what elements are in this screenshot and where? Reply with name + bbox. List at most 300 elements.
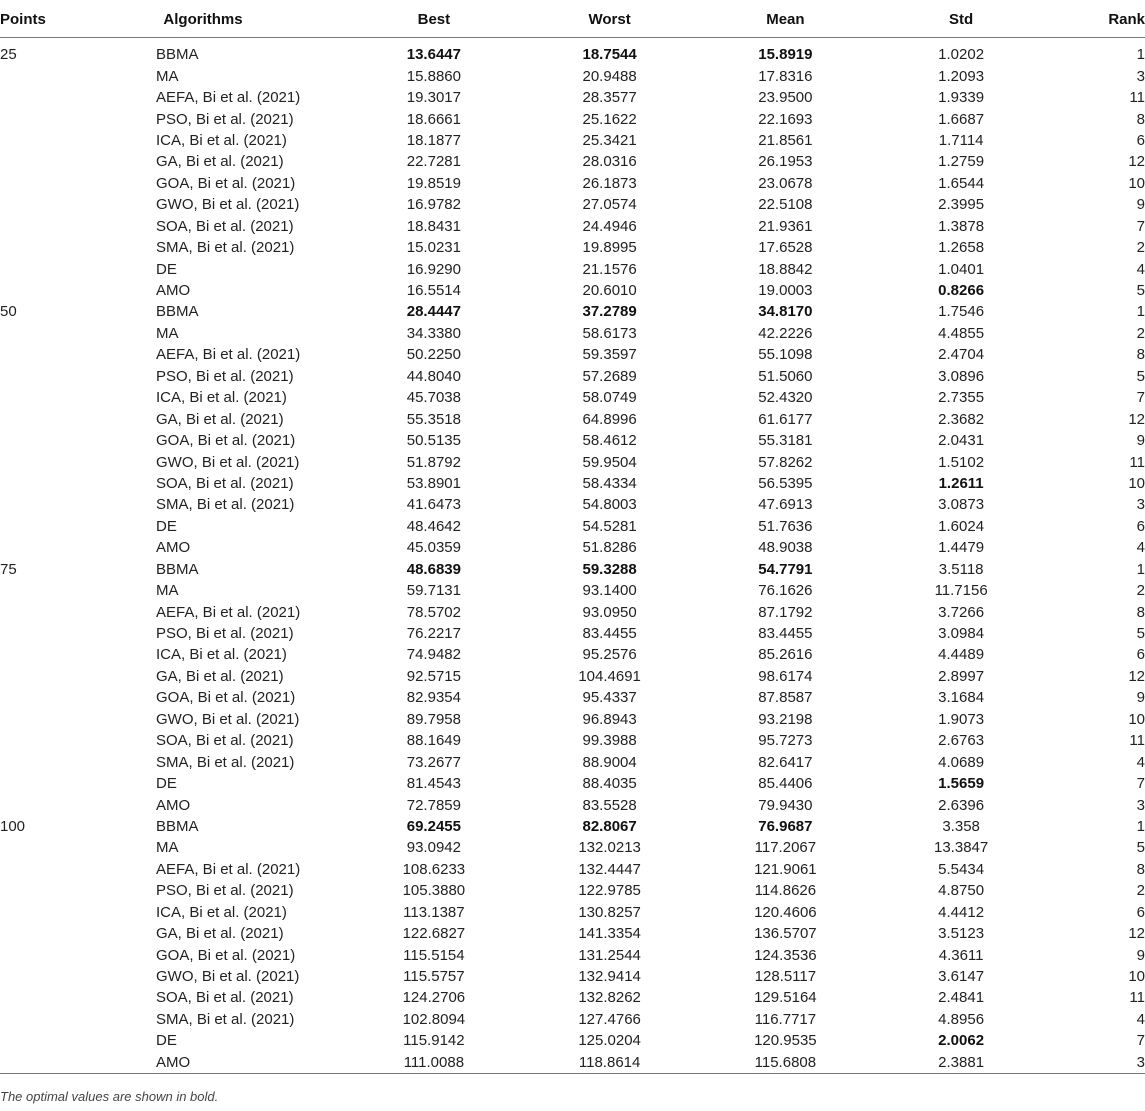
cell-rank: 1 (1136, 303, 1145, 321)
cell-best: 115.5757 (403, 968, 465, 986)
cell-best: 18.1877 (406, 131, 461, 149)
cell-best: 105.3880 (402, 882, 466, 900)
table-row (0, 751, 1145, 772)
header-mean: Mean (698, 5, 874, 38)
table-row (0, 301, 1145, 322)
cell-best: 22.7281 (406, 153, 461, 171)
cell-mean: 34.8170 (758, 303, 813, 321)
cell-std: 3.358 (942, 817, 980, 835)
cell-mean: 87.1792 (758, 603, 813, 621)
cell-mean: 42.2226 (758, 324, 813, 342)
cell-best: 108.6233 (402, 860, 466, 878)
table-row (0, 430, 1145, 451)
cell-algorithm: GWO, Bi et al. (2021) (156, 453, 300, 471)
cell-std: 3.6147 (938, 968, 985, 986)
table-row (0, 944, 1145, 965)
cell-algorithm: GOA, Bi et al. (2021) (156, 174, 296, 192)
cell-points (0, 387, 60, 408)
cell-worst: 88.4035 (582, 775, 637, 793)
cell-algorithm: GOA, Bi et al. (2021) (156, 946, 296, 964)
cell-algorithm: AMO (156, 282, 191, 300)
cell-worst: 104.4691 (578, 667, 641, 685)
table-row (0, 194, 1145, 215)
cell-rank: 7 (1136, 389, 1145, 407)
cell-mean: 98.6174 (758, 667, 813, 685)
cell-mean: 18.8842 (758, 260, 813, 278)
cell-best: 41.6473 (406, 496, 461, 514)
cell-std: 2.3881 (873, 1052, 1049, 1074)
cell-best: 16.9782 (406, 196, 461, 214)
cell-best: 72.7859 (406, 796, 461, 814)
cell-worst: 18.7544 (582, 46, 637, 64)
cell-algorithm: SMA, Bi et al. (2021) (156, 496, 295, 514)
cell-rank: 3 (1136, 796, 1145, 814)
cell-std: 1.0401 (938, 260, 985, 278)
cell-algorithm: MA (156, 67, 179, 85)
cell-best: 93.0942 (406, 839, 461, 857)
table-row (0, 344, 1145, 365)
cell-mean: 47.6913 (758, 496, 813, 514)
cell-points (0, 173, 60, 194)
cell-best: 19.8519 (406, 174, 461, 192)
table-row (0, 559, 1145, 580)
cell-algorithm: BBMA (156, 46, 199, 64)
cell-mean: 85.4406 (758, 775, 813, 793)
cell-points (0, 687, 60, 708)
cell-worst: 54.8003 (582, 496, 637, 514)
cell-points (0, 859, 60, 880)
cell-rank: 12 (1128, 410, 1145, 428)
cell-worst: 122.9785 (578, 882, 641, 900)
cell-algorithm: PSO, Bi et al. (2021) (156, 110, 294, 128)
cell-best: 16.9290 (406, 260, 461, 278)
cell-algorithm: MA (156, 582, 179, 600)
header-best: Best (346, 5, 522, 38)
cell-points (0, 65, 60, 86)
cell-worst: 82.8067 (582, 817, 637, 835)
cell-rank: 3 (1136, 496, 1145, 514)
header-std: Std (873, 5, 1049, 38)
cell-std: 4.3611 (938, 946, 984, 964)
cell-best: 16.5514 (406, 282, 461, 300)
cell-rank: 2 (1136, 582, 1145, 600)
cell-algorithm: GA, Bi et al. (2021) (156, 667, 284, 685)
cell-rank: 8 (1136, 346, 1145, 364)
cell-worst: 59.9504 (582, 453, 637, 471)
cell-worst: 83.5528 (582, 796, 637, 814)
cell-worst: 95.4337 (582, 689, 637, 707)
cell-rank: 6 (1136, 903, 1145, 921)
cell-worst: 59.3288 (582, 560, 637, 578)
cell-mean: 114.8626 (754, 882, 817, 900)
cell-points (0, 794, 60, 815)
cell-mean: 52.4320 (758, 389, 813, 407)
cell-points: 75 (0, 560, 17, 578)
cell-rank: 11 (1129, 732, 1145, 750)
cell-mean: 79.9430 (758, 796, 813, 814)
cell-mean: 117.2067 (754, 839, 817, 857)
cell-best: 82.9354 (406, 689, 461, 707)
cell-points (0, 108, 60, 129)
cell-algorithm: SMA, Bi et al. (2021) (156, 239, 295, 257)
cell-points (0, 130, 60, 151)
cell-std: 1.2658 (938, 239, 985, 257)
cell-std: 2.6396 (938, 796, 985, 814)
cell-worst: 24.4946 (582, 217, 637, 235)
cell-mean: 26.1953 (758, 153, 813, 171)
cell-mean: 87.8587 (758, 689, 813, 707)
cell-mean: 51.7636 (758, 517, 813, 535)
cell-std: 4.4855 (938, 324, 985, 342)
cell-rank: 10 (1128, 710, 1145, 728)
table-row (0, 794, 1145, 815)
cell-std: 4.0689 (938, 753, 985, 771)
cell-worst: 132.4447 (578, 860, 641, 878)
cell-points (0, 1009, 60, 1030)
cell-best: 34.3380 (406, 324, 461, 342)
cell-rank: 4 (1136, 1010, 1145, 1028)
cell-points (0, 366, 60, 387)
cell-rank: 12 (1128, 667, 1145, 685)
cell-rank: 8 (1136, 860, 1145, 878)
table-footnote: The optimal values are shown in bold. (0, 1089, 219, 1104)
cell-worst: 25.1622 (582, 110, 637, 128)
cell-std: 1.5102 (938, 453, 985, 471)
cell-algorithm: AEFA, Bi et al. (2021) (156, 603, 301, 621)
cell-rank: 5 (1136, 625, 1145, 643)
cell-mean: 23.9500 (758, 89, 813, 107)
cell-mean: 124.3536 (754, 946, 817, 964)
cell-algorithm: AMO (156, 796, 191, 814)
cell-mean: 95.7273 (758, 732, 813, 750)
cell-algorithm: GOA, Bi et al. (2021) (156, 432, 296, 450)
table-row (0, 130, 1145, 151)
cell-rank: 7 (1136, 1032, 1145, 1050)
cell-mean: 15.8919 (758, 46, 813, 64)
cell-points (0, 987, 60, 1008)
cell-worst: 96.8943 (582, 710, 637, 728)
cell-mean: 51.5060 (758, 367, 813, 385)
cell-points (0, 451, 60, 472)
cell-std: 1.6544 (938, 174, 985, 192)
table-row (0, 987, 1145, 1008)
header-algorithms: Algorithms (60, 5, 346, 38)
cell-std: 4.8956 (938, 1010, 985, 1028)
cell-std: 4.4412 (938, 903, 985, 921)
cell-rank: 11 (1129, 89, 1145, 107)
table-row (0, 451, 1145, 472)
table-row (0, 516, 1145, 537)
cell-points (0, 258, 60, 279)
cell-mean: 17.8316 (758, 67, 813, 85)
table-row (0, 773, 1145, 794)
cell-rank: 5 (1136, 282, 1145, 300)
cell-points (0, 837, 60, 858)
cell-mean: 120.9535 (754, 1032, 817, 1050)
table-row (0, 709, 1145, 730)
cell-best: 18.8431 (406, 217, 461, 235)
results-table (0, 5, 1145, 1074)
cell-best: 81.4543 (406, 775, 461, 793)
cell-rank: 9 (1136, 689, 1145, 707)
cell-mean: 22.1693 (758, 110, 813, 128)
cell-mean: 116.7717 (754, 1010, 817, 1028)
header-rank: Rank (1049, 5, 1145, 38)
cell-rank: 6 (1136, 131, 1145, 149)
cell-best: 45.0359 (406, 539, 461, 557)
cell-points (0, 430, 60, 451)
cell-rank: 4 (1136, 753, 1145, 771)
cell-rank: 7 (1136, 775, 1145, 793)
cell-std: 1.0202 (938, 46, 985, 64)
cell-algorithm: AMO (156, 539, 191, 557)
cell-std: 4.4489 (938, 646, 985, 664)
table-row (0, 644, 1145, 665)
cell-best: 51.8792 (406, 453, 461, 471)
table-header (0, 5, 1145, 38)
table-row (0, 666, 1145, 687)
table-row (0, 902, 1145, 923)
cell-std: 3.0984 (938, 625, 985, 643)
cell-std: 11.7156 (934, 582, 988, 600)
table-row (0, 1009, 1145, 1030)
cell-worst: 141.3354 (578, 925, 641, 943)
cell-best: 115.9142 (403, 1032, 465, 1050)
cell-points (0, 880, 60, 901)
table-row (0, 65, 1145, 86)
table-row (0, 108, 1145, 129)
cell-algorithm: SOA, Bi et al. (2021) (156, 217, 294, 235)
cell-rank: 3 (1136, 67, 1145, 85)
table-row (0, 87, 1145, 108)
cell-algorithm: ICA, Bi et al. (2021) (156, 131, 287, 149)
cell-best: 15.0231 (406, 239, 461, 257)
cell-algorithm: PSO, Bi et al. (2021) (156, 367, 294, 385)
cell-rank: 3 (1049, 1052, 1145, 1074)
table-row (0, 258, 1145, 279)
cell-points (0, 644, 60, 665)
table-row (0, 537, 1145, 558)
cell-best: 73.2677 (406, 753, 461, 771)
cell-rank: 10 (1128, 474, 1145, 492)
cell-rank: 4 (1136, 260, 1145, 278)
cell-best: 113.1387 (403, 903, 465, 921)
cell-rank: 9 (1136, 432, 1145, 450)
cell-std: 2.4704 (938, 346, 985, 364)
cell-algorithm: GWO, Bi et al. (2021) (156, 196, 300, 214)
table-row (0, 1052, 1145, 1074)
cell-std: 1.2093 (938, 67, 985, 85)
table-row (0, 366, 1145, 387)
cell-std: 2.0431 (938, 432, 985, 450)
table-row (0, 601, 1145, 622)
cell-rank: 8 (1136, 603, 1145, 621)
table-row (0, 837, 1145, 858)
cell-mean: 54.7791 (758, 560, 813, 578)
cell-best: 13.6447 (406, 46, 461, 64)
cell-points (0, 709, 60, 730)
cell-best: 48.6839 (406, 560, 461, 578)
cell-worst: 20.9488 (582, 67, 637, 85)
cell-points (0, 773, 60, 794)
cell-rank: 6 (1136, 517, 1145, 535)
table-row (0, 151, 1145, 172)
cell-worst: 58.0749 (582, 389, 637, 407)
cell-mean: 57.8262 (758, 453, 813, 471)
cell-std: 2.8997 (938, 667, 985, 685)
cell-best: 102.8094 (402, 1010, 466, 1028)
cell-rank: 1 (1136, 46, 1145, 64)
cell-rank: 4 (1136, 539, 1145, 557)
cell-rank: 10 (1128, 968, 1145, 986)
cell-mean: 129.5164 (754, 989, 817, 1007)
cell-best: 45.7038 (406, 389, 461, 407)
cell-worst: 26.1873 (582, 174, 637, 192)
cell-worst: 99.3988 (582, 732, 637, 750)
cell-mean: 93.2198 (758, 710, 813, 728)
cell-algorithm: MA (156, 839, 179, 857)
cell-std: 1.7114 (938, 131, 984, 149)
cell-algorithm: DE (156, 260, 177, 278)
cell-best: 19.3017 (406, 89, 461, 107)
cell-algorithm: GA, Bi et al. (2021) (156, 925, 284, 943)
cell-std: 1.6687 (938, 110, 985, 128)
cell-points (0, 902, 60, 923)
cell-points (0, 923, 60, 944)
cell-worst: 28.3577 (582, 89, 637, 107)
cell-best: 28.4447 (406, 303, 461, 321)
cell-worst: 20.6010 (582, 282, 637, 300)
cell-algorithm: PSO, Bi et al. (2021) (156, 882, 294, 900)
table-row (0, 494, 1145, 515)
table-row (0, 623, 1145, 644)
cell-best: 59.7131 (406, 582, 461, 600)
cell-std: 1.5659 (938, 775, 985, 793)
cell-algorithm: GWO, Bi et al. (2021) (156, 710, 300, 728)
table-row (0, 38, 1145, 66)
cell-mean: 17.6528 (758, 239, 813, 257)
cell-best: 89.7958 (406, 710, 461, 728)
cell-std: 1.9073 (938, 710, 985, 728)
cell-mean: 76.1626 (758, 582, 813, 600)
cell-rank: 12 (1128, 153, 1145, 171)
cell-std: 3.0873 (938, 496, 985, 514)
table-row (0, 966, 1145, 987)
cell-best: 18.6661 (406, 110, 461, 128)
cell-algorithm: DE (156, 775, 177, 793)
cell-best: 88.1649 (406, 732, 461, 750)
cell-best: 92.5715 (406, 667, 461, 685)
cell-algorithm: ICA, Bi et al. (2021) (156, 389, 287, 407)
cell-algorithm: SMA, Bi et al. (2021) (156, 753, 295, 771)
cell-best: 15.8860 (406, 67, 461, 85)
cell-worst: 27.0574 (582, 196, 637, 214)
cell-std: 1.2759 (938, 153, 985, 171)
cell-worst: 132.8262 (578, 989, 641, 1007)
cell-worst: 58.4612 (582, 432, 637, 450)
cell-algorithm: AEFA, Bi et al. (2021) (156, 89, 301, 107)
cell-worst: 64.8996 (582, 410, 637, 428)
cell-mean: 128.5117 (754, 968, 817, 986)
cell-algorithm: SOA, Bi et al. (2021) (156, 989, 294, 1007)
cell-points (0, 623, 60, 644)
cell-points (0, 601, 60, 622)
cell-rank: 11 (1129, 989, 1145, 1007)
cell-mean: 121.9061 (754, 860, 817, 878)
cell-mean: 55.3181 (758, 432, 813, 450)
cell-mean: 76.9687 (758, 817, 813, 835)
cell-points: 100 (0, 817, 26, 835)
cell-algorithm: BBMA (156, 817, 199, 835)
cell-worst: 132.9414 (578, 968, 641, 986)
cell-best: 76.2217 (406, 625, 461, 643)
cell-worst: 21.1576 (582, 260, 637, 278)
header-worst: Worst (522, 5, 698, 38)
cell-std: 4.8750 (938, 882, 985, 900)
cell-mean: 21.8561 (758, 131, 813, 149)
cell-mean: 115.6808 (698, 1052, 874, 1074)
cell-std: 2.4841 (938, 989, 985, 1007)
cell-std: 3.1684 (938, 689, 985, 707)
cell-std: 2.7355 (938, 389, 985, 407)
table-row (0, 923, 1145, 944)
cell-worst: 37.2789 (582, 303, 637, 321)
table-row (0, 387, 1145, 408)
cell-mean: 55.1098 (758, 346, 813, 364)
cell-worst: 131.2544 (578, 946, 641, 964)
cell-mean: 136.5707 (754, 925, 817, 943)
cell-mean: 85.2616 (758, 646, 813, 664)
cell-std: 1.9339 (938, 89, 985, 107)
cell-worst: 93.0950 (582, 603, 637, 621)
cell-points (0, 194, 60, 215)
cell-algorithm: AEFA, Bi et al. (2021) (156, 346, 301, 364)
cell-points: 25 (0, 46, 17, 64)
cell-mean: 83.4455 (758, 625, 813, 643)
cell-worst: 83.4455 (582, 625, 637, 643)
cell-std: 1.2611 (938, 474, 984, 492)
cell-worst: 127.4766 (578, 1010, 641, 1028)
cell-best: 122.6827 (402, 925, 466, 943)
cell-rank: 2 (1136, 239, 1145, 257)
cell-rank: 5 (1136, 839, 1145, 857)
cell-algorithm: AMO (60, 1052, 346, 1074)
cell-worst: 58.4334 (582, 474, 637, 492)
cell-rank: 12 (1128, 925, 1145, 943)
cell-algorithm: SOA, Bi et al. (2021) (156, 732, 294, 750)
table-row (0, 473, 1145, 494)
cell-worst: 88.9004 (582, 753, 637, 771)
cell-points (0, 237, 60, 258)
table-row (0, 580, 1145, 601)
cell-points (0, 494, 60, 515)
table-row (0, 859, 1145, 880)
cell-algorithm: BBMA (156, 560, 199, 578)
cell-rank: 6 (1136, 646, 1145, 664)
cell-points (0, 87, 60, 108)
cell-points (0, 751, 60, 772)
cell-points: 50 (0, 303, 17, 321)
cell-best: 69.2455 (406, 817, 461, 835)
cell-worst: 57.2689 (582, 367, 637, 385)
table-body (0, 38, 1145, 1074)
cell-std: 1.6024 (938, 517, 985, 535)
cell-algorithm: BBMA (156, 303, 199, 321)
cell-rank: 5 (1136, 367, 1145, 385)
cell-points (0, 216, 60, 237)
table-row (0, 173, 1145, 194)
table-row (0, 408, 1145, 429)
